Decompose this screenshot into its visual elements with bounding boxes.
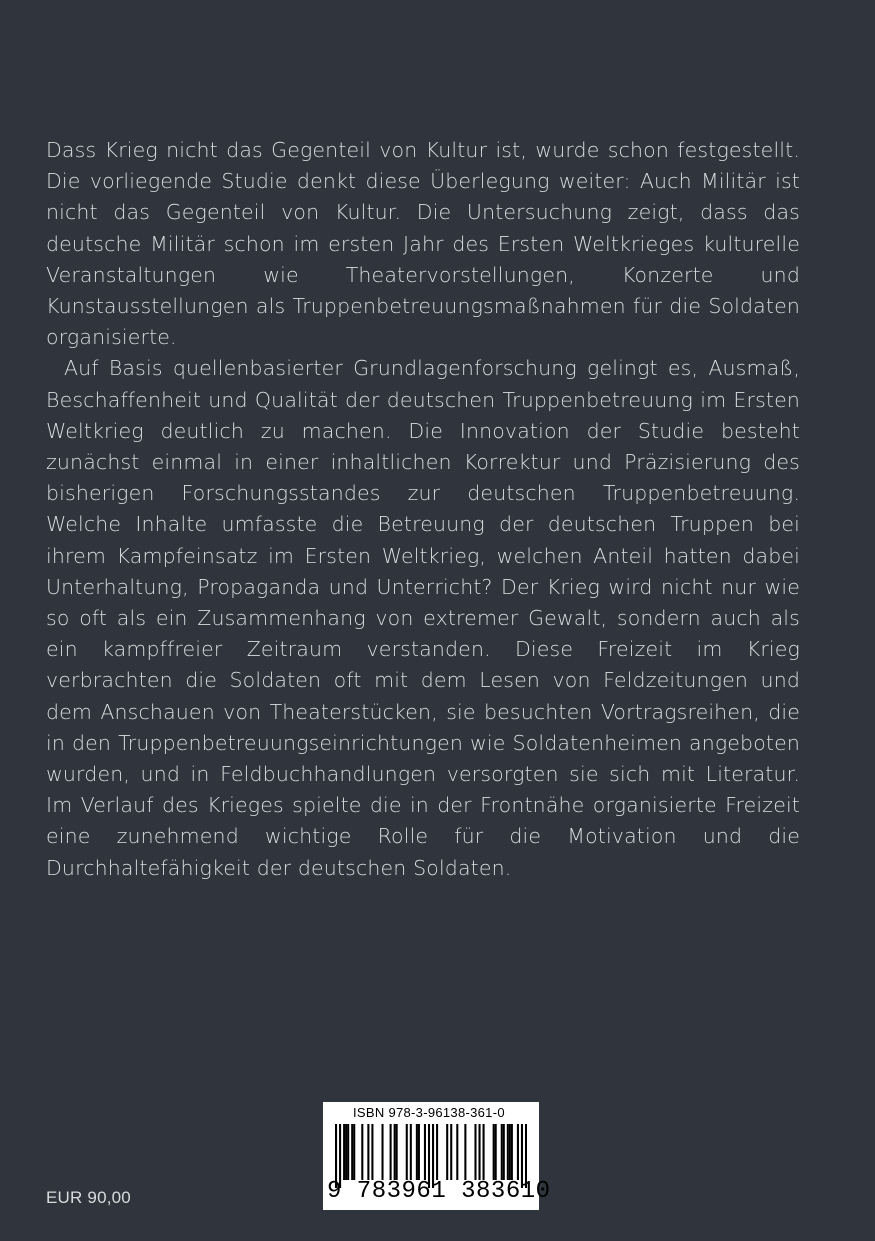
barcode-bar <box>478 1124 480 1180</box>
barcode-bar <box>503 1124 505 1180</box>
barcode-bar <box>381 1124 383 1180</box>
back-cover-blurb <box>46 135 800 884</box>
barcode-bar <box>436 1124 438 1180</box>
barcode-bar <box>446 1124 448 1180</box>
barcode-bar <box>474 1124 476 1180</box>
barcode-bar <box>353 1124 355 1180</box>
blurb-paragraph-2: Auf Basis quellenbasierter Grundlagenforschung gelingt es, Ausmaß, Beschaffenheit und Qualität der deutschen Truppenbetreuung im Ersten Weltkrieg deutlich zu machen. Die Innovation der Studie besteht zunächst einmal in einer inhaltlichen Korrektur und Präzisierung des bisherigen Forschungsstandes zur deutschen Truppenbetreuung. Welche Inhalte umfasste die Betreuung der deutschen Truppen bei ihrem Kampfeinsatz im Ersten Weltkrieg, welchen Anteil hatten dabei Unterhaltung, Propaganda und Unterricht? Der Krieg wird nicht nur wie so oft als ein Zusammenhang von extremer Gewalt, sondern auch als ein kampffreier Zeitraum verstanden. Diese Freizeit im Krieg verbrachten die Soldaten oft mit dem Lesen von Feldzeitungen und dem Anschauen von Theaterstücken, sie besuchten Vortragsreihen, die in den Truppenbetreuungseinrichtungen wie Soldatenheimen angeboten wurden, und in Feldbuchhandlungen versorgten sie sich mit Literatur. Im Verlauf des Krieges spielte die in der Frontnähe organisierte Freizeit eine zunehmend wichtige Rolle für die Motivation und die Durchhaltefähigkeit der deutschen Soldaten. <box>46 356 800 880</box>
barcode-bar <box>367 1124 369 1180</box>
barcode-bar <box>396 1124 398 1180</box>
barcode-bar <box>517 1124 519 1180</box>
barcode-bar <box>483 1124 485 1180</box>
barcode-bar <box>501 1124 503 1180</box>
ean-digits: 9 783961 383610 <box>327 1178 551 1205</box>
price-label: EUR 90,00 <box>46 1188 131 1207</box>
barcode-bar <box>418 1124 420 1180</box>
barcode-bar <box>507 1124 509 1180</box>
barcode-bar <box>343 1124 345 1180</box>
isbn-label: ISBN 978-3-96138-361-0 <box>353 1105 505 1120</box>
barcode-bar <box>371 1124 373 1180</box>
barcode-bar <box>390 1124 392 1180</box>
barcode-bar <box>416 1124 418 1180</box>
barcode-bar <box>406 1124 408 1180</box>
barcode-bar <box>351 1124 353 1180</box>
barcode-bar <box>464 1124 466 1180</box>
barcode-bar <box>394 1124 396 1180</box>
barcode-bar <box>410 1124 412 1180</box>
barcode-bar <box>511 1124 513 1180</box>
barcode-bar <box>495 1124 497 1180</box>
blurb-paragraph-1: Dass Krieg nicht das Gegenteil von Kultur ist, wurde schon festgestellt. Die vorliegende Studie denkt diese Überlegung weiter: Auch Militär ist nicht das Gegenteil von Kultur. Die Untersuchung zeigt, dass das deutsche Militär schon im ersten Jahr des Ersten Weltkrieges kulturelle Veranstaltungen wie Theatervorstellungen, Konzerte und Kunstausstellungen als Truppenbetreuungsmaßnahmen für die Soldaten organisierte. <box>46 138 800 350</box>
barcode-bar <box>509 1124 511 1180</box>
barcode-bar <box>450 1124 452 1180</box>
barcode-bar <box>347 1124 349 1180</box>
barcode-bar <box>493 1124 495 1180</box>
barcode-bar <box>424 1124 426 1180</box>
barcode-bar <box>345 1124 347 1180</box>
barcode-bar <box>361 1124 363 1180</box>
isbn-barcode <box>323 1102 551 1210</box>
barcode-bar <box>456 1124 458 1180</box>
